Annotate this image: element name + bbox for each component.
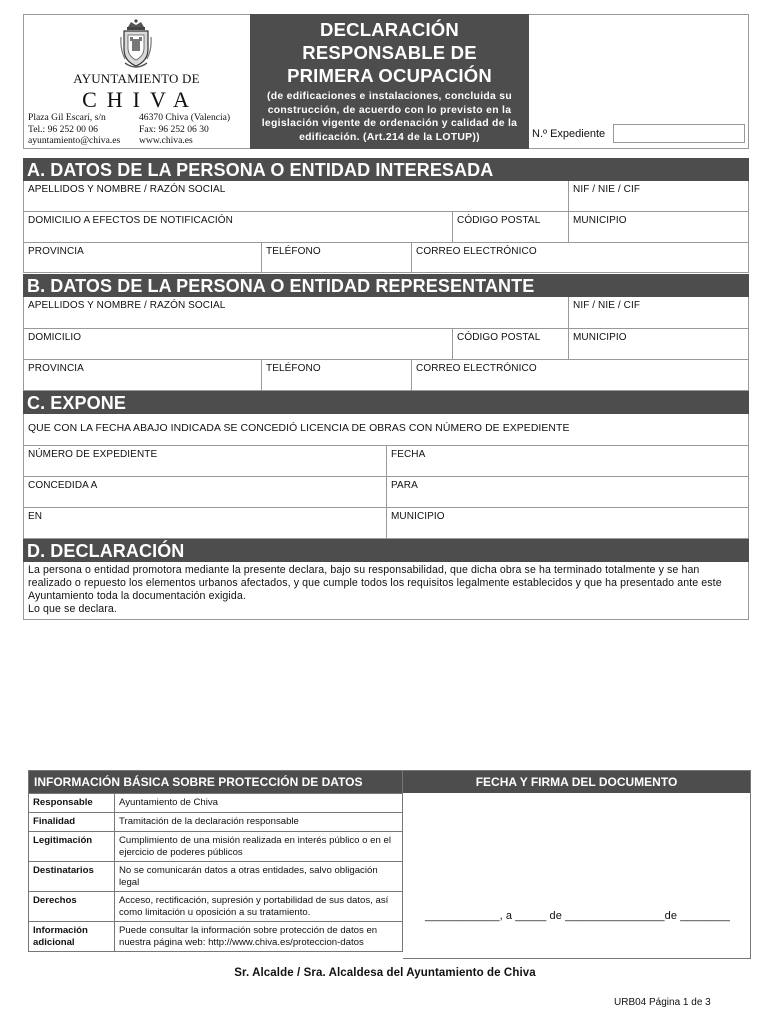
section-d-body (23, 562, 749, 620)
field-label: MUNICIPIO (573, 332, 627, 343)
web-line: www.chiva.es (139, 135, 193, 146)
field-label: NIF / NIE / CIF (573, 300, 641, 311)
title-line: RESPONSABLE DE (302, 42, 477, 63)
section-a-row-1 (24, 181, 748, 211)
field-label: CÓDIGO POSTAL (457, 215, 541, 226)
field-label: NÚMERO DE EXPEDIENTE (28, 449, 158, 460)
cp-field[interactable] (452, 212, 568, 242)
row-value: Puede consultar la información sobre protección de datos en nuestra página web: http://www.chiva.es/proteccion-datos (119, 925, 378, 948)
document-title (250, 14, 529, 87)
municipio-field[interactable] (568, 212, 748, 242)
field-label: DOMICILIO (28, 332, 82, 343)
section-c-title: C. EXPONE (23, 391, 749, 414)
section-a-title: A. DATOS DE LA PERSONA O ENTIDAD INTERESADA (23, 158, 749, 181)
section-b-row-3 (24, 359, 748, 390)
field-label: CORREO ELECTRÓNICO (416, 363, 537, 374)
field-label: FECHA (391, 449, 426, 460)
row-key: Destinatarios (29, 862, 115, 891)
row-value: No se comunicarán datos a otras entidades, salvo obligación legal (119, 865, 378, 888)
rep-domicilio-field[interactable] (24, 329, 452, 359)
telefono-field[interactable] (261, 243, 411, 272)
section-d-title: D. DECLARACIÓN (23, 539, 749, 562)
section-c-intro-row (24, 414, 748, 445)
para-field[interactable] (386, 477, 748, 507)
rep-provincia-field[interactable] (24, 360, 261, 390)
expediente-field[interactable] (613, 124, 745, 143)
field-label: CORREO ELECTRÓNICO (416, 246, 537, 257)
rep-nombre-field[interactable] (24, 297, 568, 328)
row-key: Responsable (29, 794, 115, 812)
nombre-field[interactable] (24, 181, 568, 211)
document-title-block (250, 14, 529, 149)
section-a-row-2 (24, 211, 748, 242)
field-label: PROVINCIA (28, 246, 84, 257)
title-line: DECLARACIÓN (320, 19, 459, 40)
rep-nif-field[interactable] (568, 297, 748, 328)
section-a-row-3 (24, 242, 748, 272)
row-value: Ayuntamiento de Chiva (119, 797, 219, 808)
row-key: Legitimación (29, 832, 115, 861)
section-b-row-2 (24, 328, 748, 359)
row-value: Acceso, rectificación, supresión y portabilidad de sus datos, así como limitación u oposición a su tratamiento. (119, 895, 389, 918)
numero-expediente-field[interactable] (24, 446, 386, 476)
fax-line: Fax: 96 252 06 30 (139, 123, 209, 135)
table-row (29, 921, 402, 951)
field-label: TELÉFONO (266, 246, 321, 257)
ayuntamiento-label: AYUNTAMIENTO DE (73, 71, 200, 86)
signature-box[interactable] (403, 770, 751, 959)
field-label: MUNICIPIO (573, 215, 627, 226)
expone-intro: QUE CON LA FECHA ABAJO INDICADA SE CONCEDIÓ LICENCIA DE OBRAS CON NÚMERO DE EXPEDIENTE (28, 423, 570, 434)
field-label: EN (28, 511, 43, 522)
section-a-fields (23, 181, 749, 273)
table-row (29, 793, 402, 812)
email-line: ayuntamiento@chiva.es (28, 135, 121, 146)
declaration-paragraph: La persona o entidad promotora mediante la presente declara, bajo su responsabilidad, que dicha obra se ha terminado totalmente y se han realizado o repuesto los elementos urbanos afectados, y que cumple todos los requisitos legalmente establecidos y que ha presentado ante este Ayuntamiento toda la documentación exigida. (28, 564, 722, 602)
section-b-fields (23, 297, 749, 391)
field-label: MUNICIPIO (391, 511, 445, 522)
place-date-line[interactable]: ____________, a _____ de ________________de ________ (425, 910, 730, 922)
data-protection-table (28, 770, 403, 952)
title-line: PRIMERA OCUPACIÓN (287, 65, 492, 86)
field-label: NIF / NIE / CIF (573, 184, 641, 195)
address-left (28, 112, 120, 147)
row-value: Tramitación de la declaración responsable (119, 816, 299, 827)
row-value: Cumplimiento de una misión realizada en interés público o en el ejercicio de poderes públicos (119, 835, 391, 858)
field-label: PARA (391, 480, 418, 491)
fecha-field[interactable] (386, 446, 748, 476)
rep-telefono-field[interactable] (261, 360, 411, 390)
provincia-field[interactable] (24, 243, 261, 272)
field-label: APELLIDOS Y NOMBRE / RAZÓN SOCIAL (28, 300, 226, 311)
data-protection-title: INFORMACIÓN BÁSICA SOBRE PROTECCIÓN DE DATOS (29, 771, 402, 793)
rep-cp-field[interactable] (452, 329, 568, 359)
postal-line: 46370 Chiva (Valencia) (139, 112, 231, 123)
obra-municipio-field[interactable] (386, 508, 748, 538)
section-c-row-2 (24, 476, 748, 507)
field-label: CONCEDIDA A (28, 480, 98, 491)
address-line: Plaza Gil Escarí, s/n (28, 112, 106, 123)
coat-of-arms-icon (119, 19, 153, 71)
page-number: URB04 Página 1 de 3 (614, 997, 711, 1008)
form-header (23, 14, 749, 149)
document-subtitle: (de edificaciones e instalaciones, concluida su construcción, de acuerdo con lo previsto en la legislación vigente de ordenación y calidad de la edificación. (Art.214 de la LOTUP)) (261, 91, 518, 143)
section-c-row-1 (24, 445, 748, 476)
row-key: Derechos (29, 892, 115, 921)
row-key: Finalidad (29, 813, 115, 831)
address-right (139, 112, 230, 147)
table-row (29, 812, 402, 831)
section-c-row-3 (24, 507, 748, 538)
city-name: CHIVA (82, 87, 199, 112)
domicilio-field[interactable] (24, 212, 452, 242)
field-label: CÓDIGO POSTAL (457, 332, 541, 343)
field-label: TELÉFONO (266, 363, 321, 374)
declaration-text (24, 562, 748, 619)
phone-line: Tel.: 96 252 00 06 (28, 123, 98, 135)
field-label: DOMICILIO A EFECTOS DE NOTIFICACIÓN (28, 215, 234, 226)
ayuntamiento-block (24, 15, 249, 148)
row-key: Información adicional (29, 922, 115, 951)
en-field[interactable] (24, 508, 386, 538)
section-b-title: B. DATOS DE LA PERSONA O ENTIDAD REPRESENTANTE (23, 274, 749, 297)
concedida-a-field[interactable] (24, 477, 386, 507)
correo-field[interactable] (411, 243, 748, 272)
declaration-closing: Lo que se declara. (28, 603, 117, 615)
section-c-fields (23, 414, 749, 539)
table-row (29, 891, 402, 921)
field-label: PROVINCIA (28, 363, 84, 374)
table-row (29, 831, 402, 861)
expediente-label: N.º Expediente (532, 128, 606, 140)
field-label: APELLIDOS Y NOMBRE / RAZÓN SOCIAL (28, 184, 226, 195)
section-b-row-1 (24, 297, 748, 328)
recipient-line: Sr. Alcalde / Sra. Alcaldesa del Ayuntamiento de Chiva (234, 967, 536, 979)
nif-field[interactable] (568, 181, 748, 211)
rep-correo-field[interactable] (411, 360, 748, 390)
table-row (29, 861, 402, 891)
rep-municipio-field[interactable] (568, 329, 748, 359)
signature-title: FECHA Y FIRMA DEL DOCUMENTO (403, 771, 750, 793)
